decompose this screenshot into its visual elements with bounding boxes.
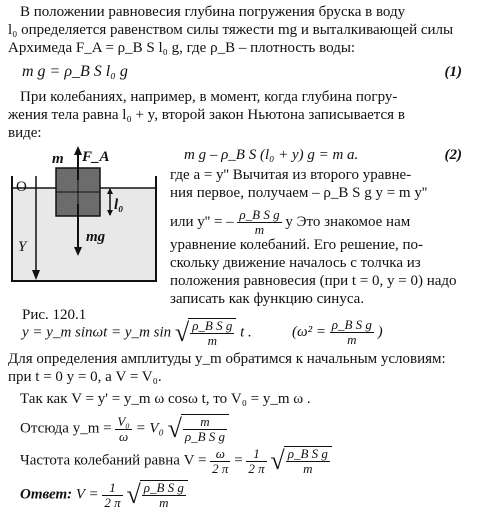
- right-line2: ния первое, получаем – ρ_B S g y = m y'': [170, 185, 428, 201]
- paragraph2-line1: При колебаниях, например, в момент, когда глубина погру-: [20, 89, 398, 105]
- since-line: Так как V = y' = y_m ω cosω t, то V₀ = y_m ω .: [20, 391, 311, 407]
- label-fa: F_A: [82, 149, 110, 165]
- omega-squared: (ω² = $\frac{\text{ρ\_B S g}}{m}$ ): [292, 317, 383, 347]
- label-y: Y: [18, 239, 27, 255]
- label-mg: mg: [86, 229, 106, 245]
- right-line1: где a = y'' Вычитая из второго уравне-: [170, 167, 412, 183]
- equation-2-number: (2): [444, 147, 462, 163]
- frequency-line: Частота колебаний равна V = $\frac{\omega}{2 \pi}$ = $\frac{1}{2 \pi}$ √ $\frac{\text{ρ\_B S g}}{m}$: [20, 446, 332, 476]
- equation-1: m g = ρ_B S l₀ g: [22, 63, 128, 80]
- right-line7: записать как функцию синуса.: [170, 291, 365, 307]
- paragraph2-line2: жения тела равна l₀ + y, второй закон Ньютона записывается в: [8, 107, 405, 123]
- amplitude-line2: при t = 0 y = 0, а V = V₀.: [8, 369, 162, 385]
- answer-line: Ответ: V = $\frac{1}{2 \pi}$ √ $\frac{\text{ρ\_B S g}}{m}$: [20, 480, 188, 510]
- hence-line: Отсюда y_m = $\frac{\text{V₀}}{\omega}$ = V₀ √ $\frac{m}{\text{ρ\_B S g}}$: [20, 414, 229, 444]
- amplitude-line1: Для определения амплитуды y_m обратимся к начальным условиям:: [8, 351, 446, 367]
- paragraph1-line3: Архимеда F_A = ρ_B S l₀ g, где ρ_B – плотность воды:: [8, 40, 356, 56]
- figure-120-1: [6, 146, 171, 296]
- paragraph1-line2: l₀ определяется равенством силы тяжести mg и выталкивающей силы: [8, 22, 454, 38]
- right-line6: положения равновесия (при t = 0, y = 0) надо: [170, 273, 457, 289]
- equation-2: m g – ρ_B S (l₀ + y) g = m a.: [184, 147, 359, 163]
- label-m: m: [52, 151, 64, 167]
- sine-solution: y = y_m sinωt = y_m sin √ $\frac{\text{ρ\_B S g}}{m}$ t .: [22, 318, 252, 348]
- fraction-rho-s-g-over-m: $\frac{\text{ρ\_B S g}}{m}$: [239, 207, 280, 237]
- label-o: O: [16, 179, 27, 195]
- paragraph2-line3: виде:: [8, 125, 42, 141]
- right-line4: уравнение колебаний. Его решение, по-: [170, 237, 424, 253]
- right-line3: или y'' = – $\frac{\text{ρ\_B S g}}{m}$ y Это знакомое нам: [170, 207, 411, 237]
- figure-caption: Рис. 120.1: [22, 307, 87, 323]
- label-l0: l₀: [114, 197, 124, 213]
- answer-label: Ответ:: [20, 486, 73, 503]
- right-line5: скольку движение началось с толчка из: [170, 255, 421, 271]
- equation-1-number: (1): [444, 64, 462, 80]
- paragraph1-line1: В положении равновесия глубина погружения бруска в воду: [20, 4, 406, 20]
